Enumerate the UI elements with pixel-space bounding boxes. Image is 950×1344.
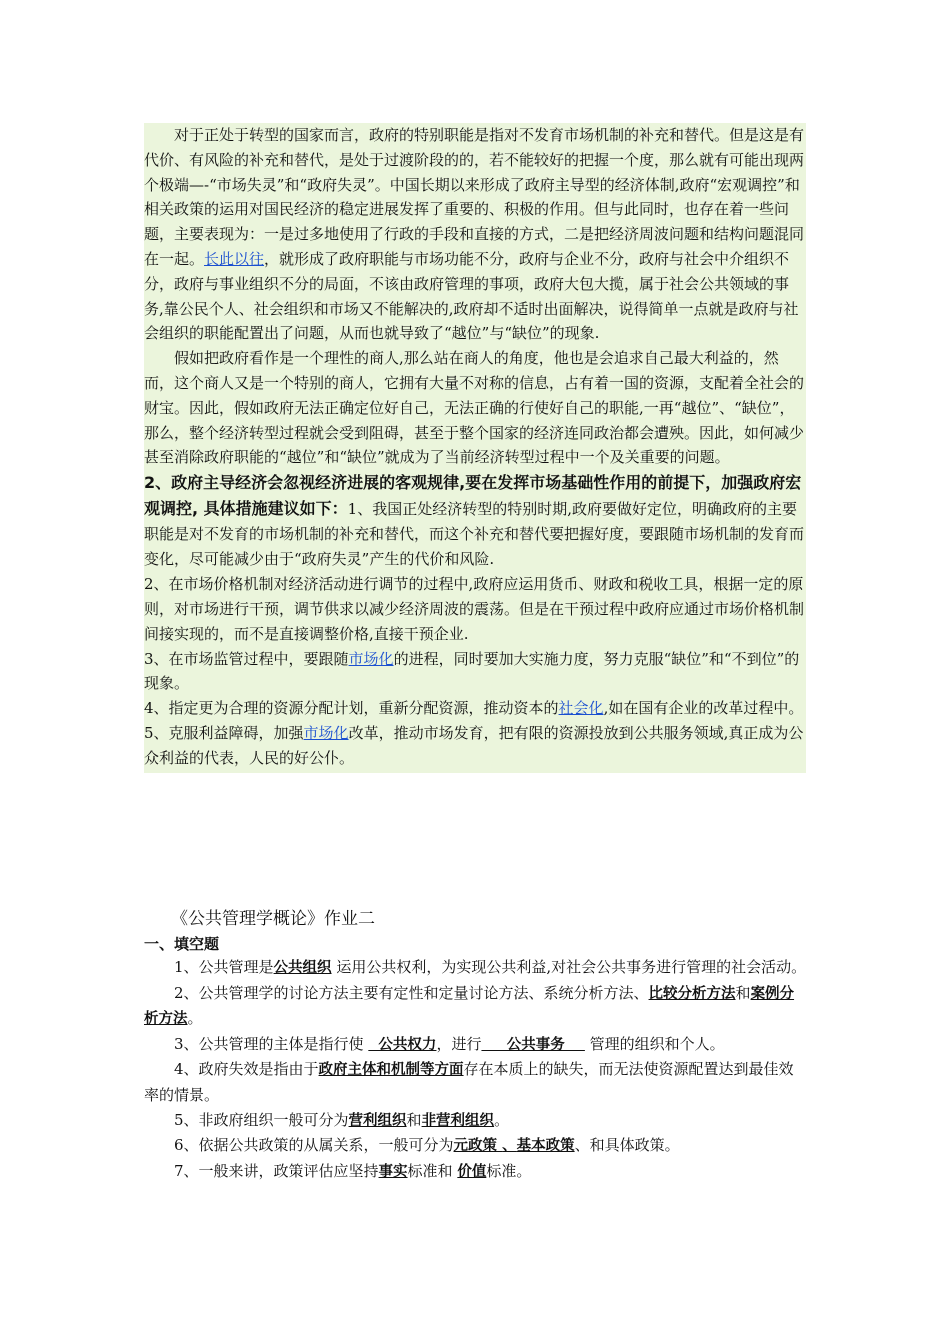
text: 管理的组织和个人。 <box>584 1034 725 1053</box>
answer: 案例分析方法 <box>144 985 795 1028</box>
answer: 价值 <box>457 1163 487 1180</box>
text: 6、依据公共政策的从属关系，一般可分为 <box>174 1136 454 1155</box>
homework-section <box>144 905 808 1184</box>
answer: 、 <box>502 1138 517 1155</box>
answer: 营利组织 <box>348 1112 407 1129</box>
text: 和 <box>406 1110 422 1129</box>
paragraph-item-3 <box>144 647 806 697</box>
text: 标准。 <box>486 1161 532 1180</box>
measures-heading: 2、政府主导经济会忽视经济进展的客观规律,要在发挥市场基础性作用的前提下，加强政府宏观调控, 具体措施建议如下： <box>144 473 802 519</box>
text: 和 <box>735 983 751 1002</box>
text: ,如在国有企业的改革过程中。 <box>603 699 804 718</box>
question-3 <box>144 1032 808 1058</box>
paragraph-transition-role <box>144 123 806 346</box>
paragraph-measures <box>144 470 806 572</box>
paragraph-item-2: 2、在市场价格机制对经济活动进行调节的过程中,政府应运用货币、财政和税收工具，根据一定的原则，对市场进行干预，调节供求以减少经济周波的震荡。但是在干预过程中政府应通过市场价格机制间接实现的，而不是直接调整价格,直接干预企业. <box>144 575 805 643</box>
homework-title: 《公共管理学概论》作业二 <box>171 909 375 929</box>
paragraph-item-5 <box>144 721 806 771</box>
question-6 <box>144 1133 808 1159</box>
text: 4、指定更为合理的资源分配计划，重新分配资源，推动资本的 <box>144 699 559 718</box>
text: 改革，推动市场发育，把有限的资源投放到公共服务领域,真正成为公众利益的代表，人民的好公仆。 <box>144 723 804 767</box>
text: 5、非政府组织一般可分为 <box>174 1110 349 1129</box>
paragraph-rational-merchant: 假如把政府看作是一个理性的商人,那么站在商人的角度，他也是会追求自己最大利益的，然而，这个商人又是一个特别的商人，它拥有大量不对称的信息，占有着一国的资源，支配着全社会的财宝。因此，假如政府无法正确定位好自己，无法正确的行使好自己的职能,一再“越位”、“缺位”，那么，整个经济转型过程就会受到阻碍，甚至于整个国家的经济连同政治都会遭殃。因此，如何减少甚至消除政府职能的“越位”和“缺位”就成为了当前经济转型过程中一个及关重要的问题。 <box>144 349 805 467</box>
text: 2、公共管理学的讨论方法主要有定性和定量讨论方法、系统分析方法、 <box>174 983 649 1002</box>
answer: 公共权力 <box>368 1036 437 1053</box>
text: ，就形成了政府职能与市场功能不分，政府与企业不分，政府与社会中介组织不分，政府与事业组织不分的局面，不该由政府管理的事项，政府大包大揽，属于社会公共领域的事务,靠公民个人、社会组织和市场又不能解决的,政府却不适时出面解决，说得简单一点就是政府与社会组织的职能配置出了问题，从而也就导致了“越位”与“缺位”的现象. <box>144 249 799 343</box>
text: 。 <box>187 1009 203 1028</box>
text: 1、公共管理是 <box>174 958 274 976</box>
answer: 公共事务 <box>481 1036 585 1053</box>
answer: 政府主体和机制等方面 <box>318 1062 464 1079</box>
answer: 元政策 <box>453 1138 503 1155</box>
answer: 比较分析方法 <box>648 985 736 1002</box>
question-1 <box>144 955 808 981</box>
question-7 <box>144 1159 808 1185</box>
question-5 <box>144 1108 808 1134</box>
text: 。 <box>494 1110 510 1129</box>
answer: 非营利组织 <box>421 1112 495 1129</box>
text: 1、我国正处经济转型的特别时期,政府要做好定位，明确政府的主要职能是对不发育的市场机制的补充和替代，而这个补充和替代要把握好度，要跟随市场机制的发育而变化，尽可能减少由于“政府失灵”产生的代价和风险. <box>144 500 805 569</box>
text: ，进行 <box>436 1034 482 1053</box>
link-shichanghua[interactable]: 市场化 <box>348 649 394 668</box>
link-changciyiwang[interactable]: 长此以往 <box>204 249 265 268</box>
answer: 事实 <box>378 1163 408 1180</box>
text: 对于正处于转型的国家而言，政府的特别职能是指对不发育市场机制的补充和替代。但是这是有代价、有风险的补充和替代，是处于过渡阶段的的，若不能较好的把握一个度，那么就有可能出现两个极端—-“市场失灵”和“政府失灵”。中国长期以来形成了政府主导型的经济体制,政府“宏观调控”和相关政策的运用对国民经济的稳定进展发挥了重要的、积极的作用。但与此同时，也存在着一些问题，主要表现为：一是过多地使用了行政的手段和直接的方式，二是把经济周波问题和结构问题混同在一起。 <box>144 126 805 268</box>
text: 、和具体政策。 <box>574 1136 680 1155</box>
text: 存在本质上的缺失，而无法使资源配置达到最佳效率的情景。 <box>144 1060 794 1104</box>
text: 5、克服利益障碍，加强 <box>144 723 304 742</box>
highlighted-answer-block <box>144 123 806 773</box>
answer: 公共组织 <box>273 960 332 976</box>
answer: 基本政策 <box>516 1138 575 1155</box>
text: 7、一般来讲，政策评估应坚持 <box>174 1161 379 1180</box>
link-shichanghua-2[interactable]: 市场化 <box>303 723 349 742</box>
text: 的进程，同时要加大实施力度，努力克服“缺位”和“不到位”的现象。 <box>144 649 800 693</box>
section-heading: 一、填空题 <box>144 935 220 953</box>
text: 运用公共权利，为实现公共利益,对社会公共事务进行管理的社会活动。 <box>331 958 807 976</box>
text: 3、公共管理的主体是指行使 <box>174 1034 369 1053</box>
text: 标准和 <box>407 1161 458 1180</box>
text: 3、在市场监管过程中，要跟随 <box>144 649 349 668</box>
text: 4、政府失效是指由于 <box>174 1060 319 1079</box>
question-4 <box>144 1057 808 1107</box>
link-shehuihua[interactable]: 社会化 <box>558 699 604 718</box>
paragraph-item-4 <box>144 696 806 721</box>
question-2 <box>144 981 808 1032</box>
